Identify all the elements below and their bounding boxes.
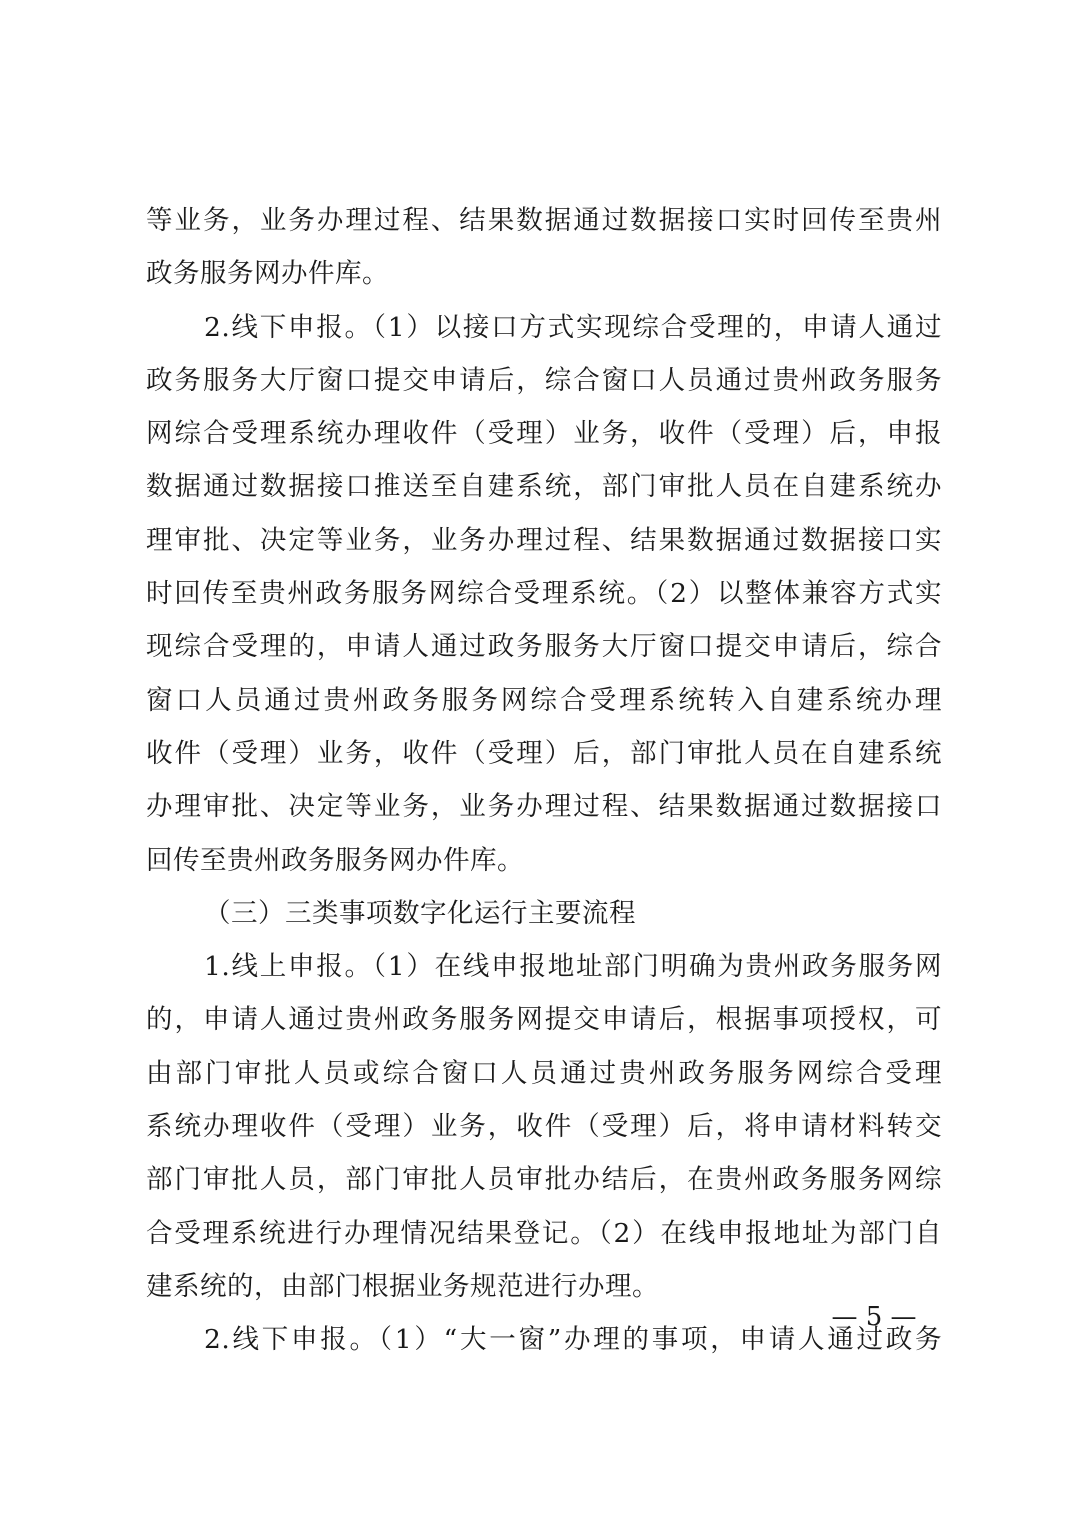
text-line: 系统办理收件（受理）业务，收件（受理）后，将申请材料转交: [146, 1111, 942, 1143]
text-line: 部门审批人员，部门审批人员审批办结后，在贵州政务服务网综: [146, 1164, 942, 1196]
text-line: 2.线下申报。（1）以接口方式实现综合受理的，申请人通过: [204, 311, 942, 343]
text-line: 数据通过数据接口推送至自建系统，部门审批人员在自建系统办: [146, 471, 942, 503]
text-line: 网综合受理系统办理收件（受理）业务，收件（受理）后，申报: [146, 418, 942, 450]
text-line: 理审批、决定等业务，业务办理过程、结果数据通过数据接口实: [146, 524, 942, 556]
text-line: 办理审批、决定等业务，业务办理过程、结果数据通过数据接口: [146, 791, 942, 823]
text-line: 政务服务网办件库。: [146, 258, 389, 290]
text-line: 收件（受理）业务，收件（受理）后，部门审批人员在自建系统: [146, 737, 942, 769]
text-line: 时回传至贵州政务服务网综合受理系统。（2）以整体兼容方式实: [146, 578, 942, 610]
text-line: 等业务，业务办理过程、结果数据通过数据接口实时回传至贵州: [146, 205, 942, 236]
text-line: 的，申请人通过贵州政务服务网提交申请后，根据事项授权，可: [146, 1004, 942, 1036]
text-line: 政务服务大厅窗口提交申请后，综合窗口人员通过贵州政务服务: [146, 364, 942, 396]
text-line: 合受理系统进行办理情况结果登记。（2）在线申报地址为部门自: [146, 1217, 942, 1249]
text-line: 回传至贵州政务服务网办件库。: [146, 844, 524, 876]
text-line: 窗口人员通过贵州政务服务网综合受理系统转入自建系统办理: [146, 684, 942, 716]
text-line: 由部门审批人员或综合窗口人员通过贵州政务服务网综合受理: [146, 1057, 942, 1089]
text-line: 1.线上申报。（1）在线申报地址部门明确为贵州政务服务网: [204, 951, 942, 983]
text-line: 2.线下申报。（1）“大一窗”办理的事项，申请人通过政务: [204, 1324, 942, 1356]
page-number: — 5 —: [831, 1302, 917, 1332]
section-heading: （三）三类事项数字化运行主要流程: [204, 897, 636, 929]
body-text: [146, 194, 942, 1367]
text-line: 建系统的，由部门根据业务规范进行办理。: [146, 1270, 659, 1302]
text-line: 现综合受理的，申请人通过政务服务大厅窗口提交申请后，综合: [146, 631, 942, 663]
